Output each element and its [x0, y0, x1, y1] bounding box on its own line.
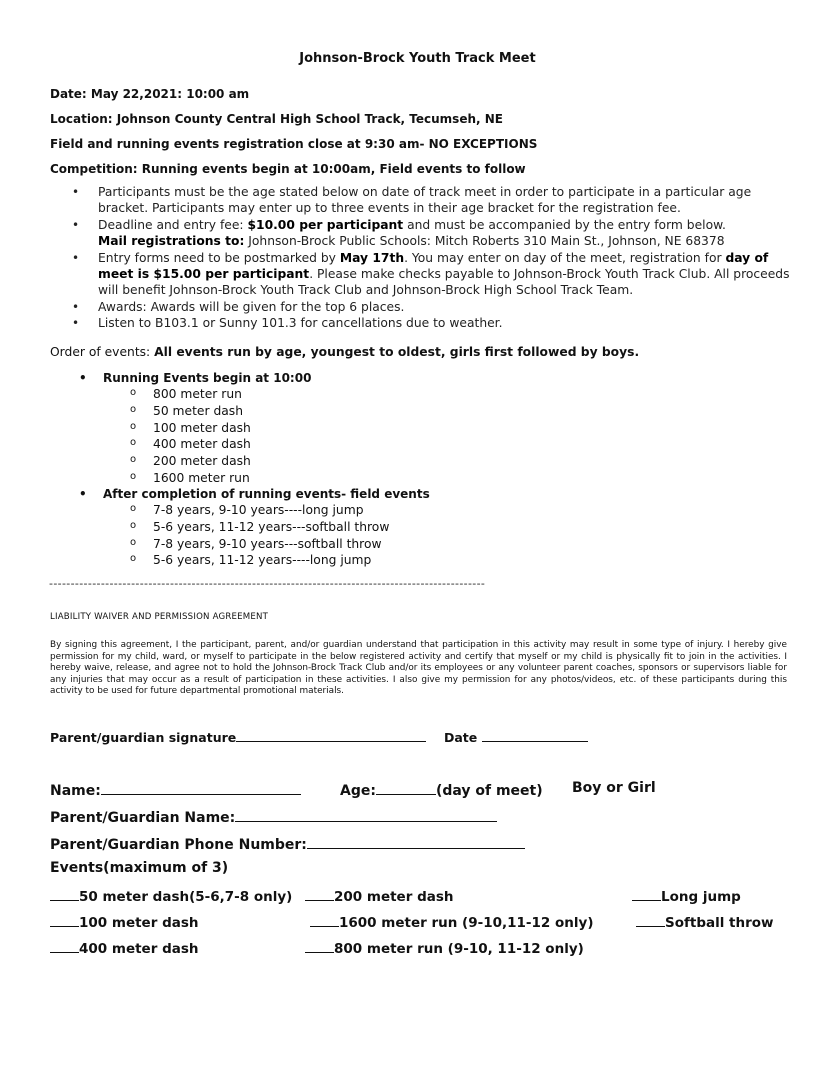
mail-address: Johnson-Brock Public Schools: Mitch Roberts 310 Main St., Johnson, NE 68378: [244, 234, 725, 249]
guardian-name-line[interactable]: [235, 807, 497, 822]
postmark-note: . You may enter on day of the meet, registration for: [404, 250, 726, 265]
competition-schedule: Competition: Running events begin at 10:00am, Field events to follow: [50, 162, 526, 176]
fee-amount: $10.00 per participant: [247, 217, 404, 232]
checkbox-line[interactable]: [305, 939, 334, 953]
event-label: 200 meter dash: [334, 889, 454, 905]
age-note: (day of meet): [435, 783, 543, 799]
fee-note: and must be accompanied by the entry form below.: [403, 217, 726, 232]
list-item: o 50 meter dash: [127, 403, 251, 420]
list-item: o 100 meter dash: [127, 420, 251, 437]
list-item: [50, 184, 790, 217]
guardian-name-field[interactable]: [50, 807, 497, 826]
waiver-title: LIABILITY WAIVER AND PERMISSION AGREEMENT: [50, 612, 269, 622]
age-rule-text: Participants must be the age stated below on date of track meet in order to participate in a particular age bracket. Participants may enter up to three events in their age bracket for the registration fee.: [98, 185, 752, 216]
boy-or-girl-label: Boy or Girl: [572, 780, 656, 796]
order-rule: All events run by age, youngest to oldest, girls first followed by boys.: [154, 345, 640, 359]
guardian-phone-field[interactable]: [50, 834, 525, 853]
list-item: o 5-6 years, 11-12 years---softball throw: [127, 519, 389, 536]
radio-text: Listen to B103.1 or Sunny 101.3 for cancellations due to weather.: [98, 316, 503, 331]
date-label: Date: [444, 730, 482, 745]
name-label: Name:: [50, 783, 101, 799]
event-long-jump[interactable]: [632, 887, 741, 905]
checkbox-line[interactable]: [50, 887, 79, 901]
list-item: o 200 meter dash: [127, 453, 251, 470]
registration-close-notice: Field and running events registration close at 9:30 am- NO EXCEPTIONS: [50, 137, 538, 151]
checkbox-line[interactable]: [636, 913, 665, 927]
list-item: o 800 meter run: [127, 386, 251, 403]
awards-text: Awards: Awards will be given for the top 6 places.: [98, 299, 405, 314]
list-item: [50, 299, 790, 315]
postmark-date: May 17th: [339, 250, 405, 265]
list-item: o 7-8 years, 9-10 years---softball throw: [127, 536, 389, 553]
list-item: o 5-6 years, 11-12 years----long jump: [127, 552, 389, 569]
checkbox-line[interactable]: [305, 887, 334, 901]
checks-note: . Please make checks payable to Johnson-Brock Youth Track Club. All proceeds will benefit Johnson-Brock Youth Track Club and Johnson-Brock High School Track Team.: [98, 267, 790, 298]
event-label: 800 meter run (9-10, 11-12 only): [334, 941, 584, 957]
event-date: Date: May 22,2021: 10:00 am: [50, 87, 250, 101]
mail-label: Mail registrations to:: [98, 234, 245, 249]
list-item: o 7-8 years, 9-10 years----long jump: [127, 502, 389, 519]
guardian-phone-line[interactable]: [307, 834, 525, 849]
order-label: Order of events:: [50, 345, 155, 359]
age-line[interactable]: [376, 780, 436, 795]
day-of-fee: day of meet is $15.00 per participant: [98, 250, 769, 282]
age-field[interactable]: [340, 780, 543, 799]
event-location: Location: Johnson County Central High School Track, Tecumseh, NE: [50, 112, 503, 126]
event-1600m-run[interactable]: [310, 913, 593, 931]
cut-line: -----------------------------------------------------------------------------------------------------: [49, 577, 486, 590]
date-line[interactable]: [482, 729, 588, 742]
postmark-text: Entry forms need to be postmarked by: [98, 250, 340, 265]
signature-label: Parent/guardian signature: [50, 730, 237, 745]
name-field[interactable]: [50, 780, 301, 799]
waiver-text: By signing this agreement, I the participant, parent, and/or guardian understand that participation in this activity may result in some type of injury. I hereby give permission for my child, ward, or myself to participate in the below registered activity and certify that myself or my child is physically fit to join in the activities. I hereby waive, release, and agree not to hold the Johnson-Brock Track Club and/or its employees or any volunteer parent coaches, sponsors or supervisors liable for any injuries that may occur as a result of participation in these activities. I also give my permission for any photos/videos, etc. of these participants during this activity to be used for future departmental promotional materials.: [50, 640, 787, 697]
fee-text: Deadline and entry fee:: [98, 217, 248, 232]
guardian-name-label: Parent/Guardian Name:: [50, 810, 236, 826]
list-item: o 1600 meter run: [127, 470, 251, 487]
checkbox-line[interactable]: [310, 913, 339, 927]
age-label: Age:: [340, 783, 376, 799]
event-label: Softball throw: [665, 915, 774, 931]
events-heading: Events(maximum of 3): [50, 860, 229, 876]
guardian-phone-label: Parent/Guardian Phone Number:: [50, 837, 307, 853]
signature-date-field[interactable]: [444, 729, 588, 745]
signature-line[interactable]: [236, 729, 426, 742]
list-item: [50, 250, 790, 299]
rules-list: [50, 184, 790, 332]
event-label: 1600 meter run (9-10,11-12 only): [339, 915, 594, 931]
order-of-events: [50, 345, 639, 359]
list-item: o 400 meter dash: [127, 436, 251, 453]
list-item: [50, 315, 790, 331]
event-50m-dash[interactable]: [50, 887, 292, 905]
page-title: Johnson-Brock Youth Track Meet: [299, 51, 536, 66]
event-200m-dash[interactable]: [305, 887, 454, 905]
checkbox-line[interactable]: [50, 939, 79, 953]
event-label: Long jump: [661, 889, 741, 905]
checkbox-line[interactable]: [632, 887, 661, 901]
event-label: 100 meter dash: [79, 915, 199, 931]
event-800m-run[interactable]: [305, 939, 584, 957]
field-events-heading: • After completion of running events- field events: [103, 487, 430, 501]
list-item: [50, 217, 790, 250]
running-events-heading: • Running Events begin at 10:00: [103, 371, 311, 385]
field-events-list: [127, 502, 389, 569]
name-line[interactable]: [101, 780, 301, 795]
event-softball-throw[interactable]: [636, 913, 774, 931]
event-100m-dash[interactable]: [50, 913, 199, 931]
event-label: 50 meter dash(5-6,7-8 only): [79, 889, 293, 905]
event-label: 400 meter dash: [79, 941, 199, 957]
event-400m-dash[interactable]: [50, 939, 199, 957]
parent-signature-field[interactable]: [50, 729, 426, 745]
checkbox-line[interactable]: [50, 913, 79, 927]
running-events-list: [127, 386, 251, 487]
